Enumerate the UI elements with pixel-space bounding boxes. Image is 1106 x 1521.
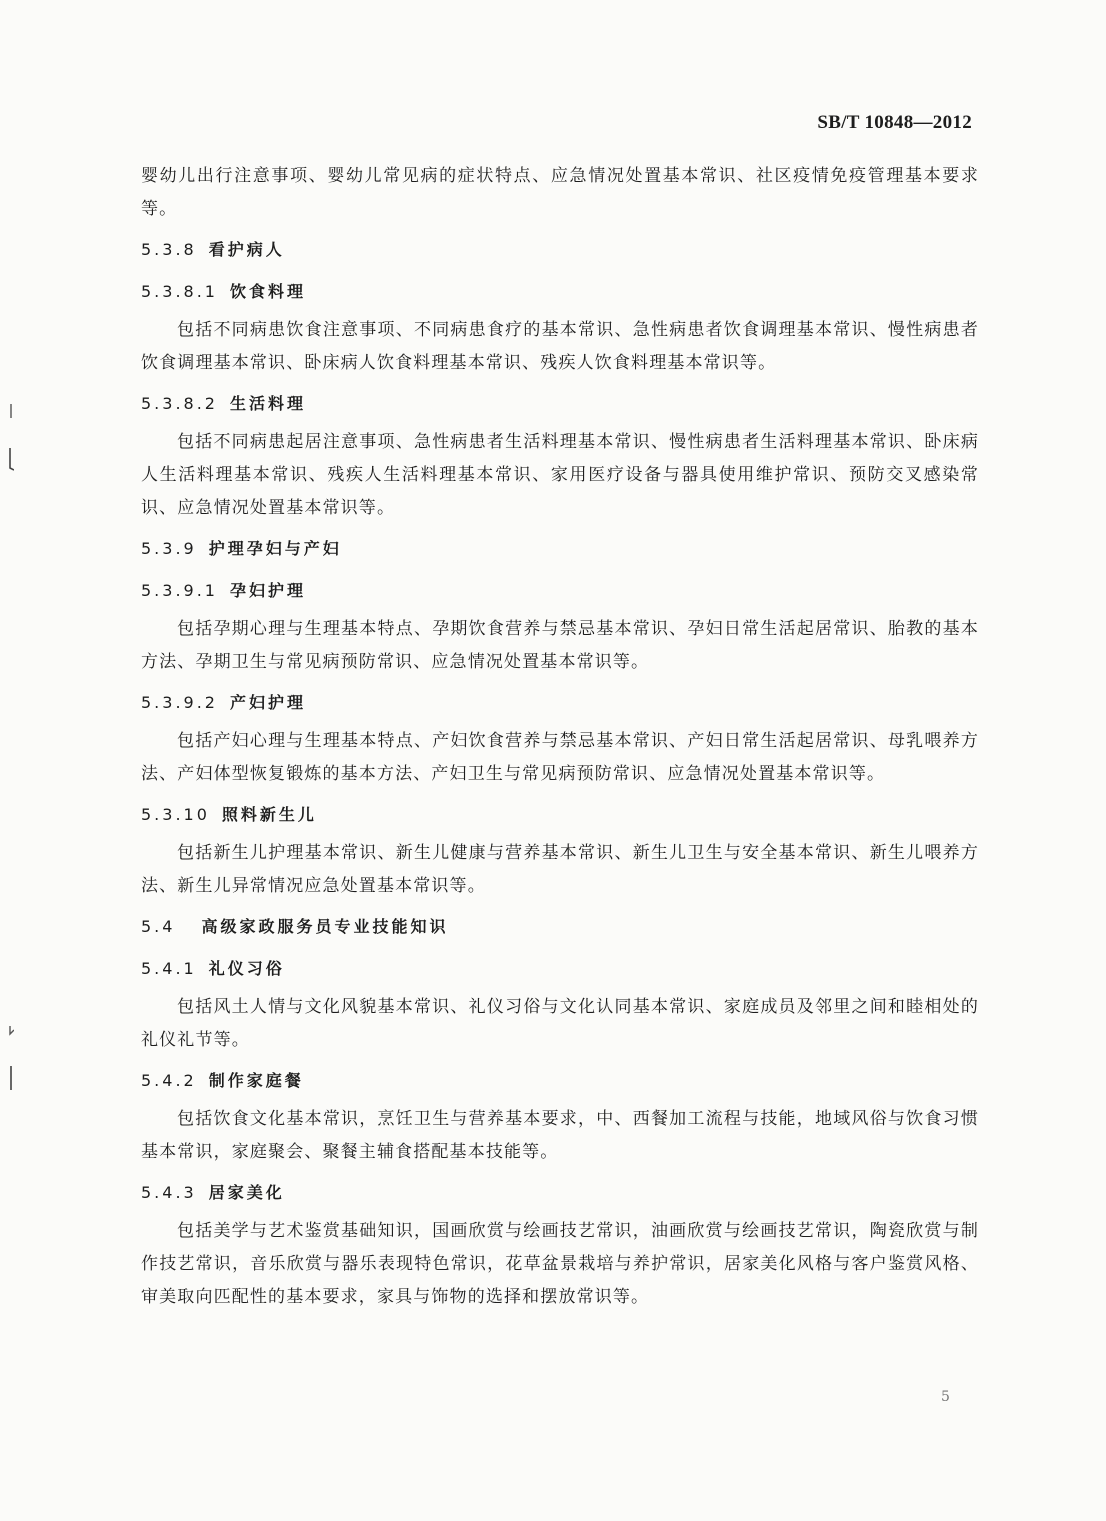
- section-number: 5.3.9.1: [141, 581, 218, 600]
- body-paragraph: 婴幼儿出行注意事项、婴幼儿常见病的症状特点、应急情况处置基本常识、社区疫情免疫管理基本要求等。: [141, 166, 979, 219]
- body-paragraph: 包括风土人情与文化风貌基本常识、礼仪习俗与文化认同基本常识、家庭成员及邻里之间和睦相处的礼仪礼节等。: [141, 997, 979, 1050]
- page-number: 5: [941, 1389, 950, 1405]
- scan-mark-upper: [8, 402, 14, 472]
- body-paragraph: 包括产妇心理与生理基本特点、产妇饮食营养与禁忌基本常识、产妇日常生活起居常识、母乳喂养方法、产妇体型恢复锻炼的基本方法、产妇卫生与常见病预防常识、应急情况处置基本常识等。: [141, 731, 979, 784]
- section-title: 看护病人: [208, 240, 285, 259]
- section-heading: [141, 531, 979, 567]
- section-heading: [141, 685, 979, 721]
- section-number: 5.3.8.1: [141, 282, 218, 301]
- standard-code: SB/T 10848—2012: [817, 112, 972, 133]
- section-heading: [141, 951, 979, 987]
- section-heading: [141, 232, 979, 268]
- section-number: 5.3.8: [141, 240, 197, 259]
- section-number: 5.4.3: [141, 1183, 197, 1202]
- section-number: 5.4: [141, 917, 176, 936]
- section-title: 高级家政服务员专业技能知识: [201, 917, 449, 936]
- section-title: 饮食料理: [229, 282, 306, 301]
- section-heading: [141, 274, 979, 310]
- section-title: 产妇护理: [229, 693, 306, 712]
- section-heading: [141, 386, 979, 422]
- section-heading: [141, 797, 979, 833]
- body-paragraph: 包括新生儿护理基本常识、新生儿健康与营养基本常识、新生儿卫生与安全基本常识、新生儿喂养方法、新生儿异常情况应急处置基本常识等。: [141, 843, 979, 896]
- section-heading: [141, 1063, 979, 1099]
- body-paragraph: 包括不同病患饮食注意事项、不同病患食疗的基本常识、急性病患者饮食调理基本常识、慢性病患者饮食调理基本常识、卧床病人饮食料理基本常识、残疾人饮食料理基本常识等。: [141, 320, 979, 373]
- section-heading: [141, 573, 979, 609]
- section-heading: [141, 909, 979, 945]
- section-heading: [141, 1175, 979, 1211]
- body-paragraph: 包括孕期心理与生理基本特点、孕期饮食营养与禁忌基本常识、孕妇日常生活起居常识、胎教的基本方法、孕期卫生与常见病预防常识、应急情况处置基本常识等。: [141, 619, 979, 672]
- section-number: 5.4.1: [141, 959, 197, 978]
- section-title: 制作家庭餐: [208, 1071, 304, 1090]
- body-paragraph: 包括饮食文化基本常识，烹饪卫生与营养基本要求，中、西餐加工流程与技能，地域风俗与饮食习惯基本常识，家庭聚会、聚餐主辅食搭配基本技能等。: [141, 1109, 979, 1162]
- body-paragraph: 包括不同病患起居注意事项、急性病患者生活料理基本常识、慢性病患者生活料理基本常识、卧床病人生活料理基本常识、残疾人生活料理基本常识、家用医疗设备与器具使用维护常识、预防交叉感染常识、应急情况处置基本常识等。: [141, 432, 979, 518]
- section-number: 5.3.9.2: [141, 693, 218, 712]
- section-number: 5.3.9: [141, 539, 197, 558]
- section-number: 5.4.2: [141, 1071, 197, 1090]
- scan-mark-lower: [8, 1022, 14, 1094]
- section-title: 孕妇护理: [229, 581, 306, 600]
- section-title: 照料新生儿: [221, 805, 317, 824]
- section-title: 生活料理: [229, 394, 306, 413]
- section-title: 居家美化: [208, 1183, 285, 1202]
- section-title: 礼仪习俗: [208, 959, 285, 978]
- section-title: 护理孕妇与产妇: [208, 539, 342, 558]
- body-paragraph: 包括美学与艺术鉴赏基础知识，国画欣赏与绘画技艺常识，油画欣赏与绘画技艺常识，陶瓷欣赏与制作技艺常识，音乐欣赏与器乐表现特色常识，花草盆景栽培与养护常识，居家美化风格与客户鉴赏风格、审美取向匹配性的基本要求，家具与饰物的选择和摆放常识等。: [141, 1221, 979, 1307]
- document-body: [141, 160, 979, 1318]
- section-number: 5.3.8.2: [141, 394, 218, 413]
- section-number: 5.3.10: [141, 805, 210, 824]
